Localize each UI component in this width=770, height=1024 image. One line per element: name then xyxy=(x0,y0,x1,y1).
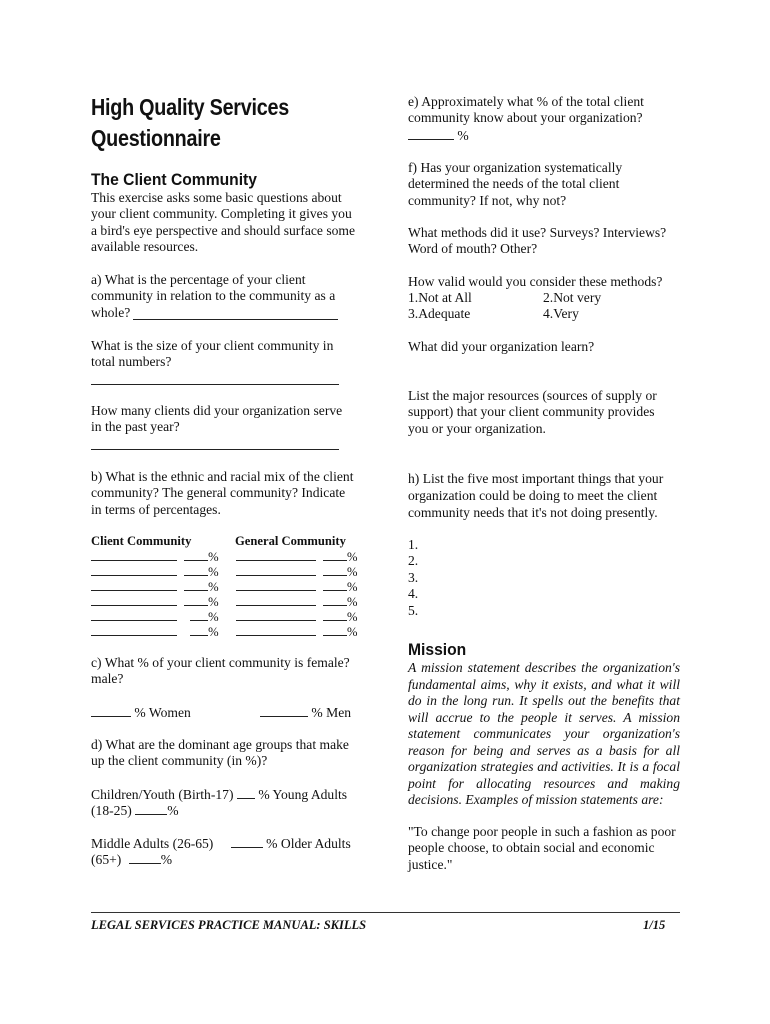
table-row xyxy=(91,594,357,609)
client-group-field[interactable] xyxy=(91,564,177,576)
table-row xyxy=(91,624,357,639)
pct-sign: % xyxy=(346,625,358,639)
older-adults-pct-field[interactable] xyxy=(129,851,161,864)
answer-line-a[interactable] xyxy=(133,307,338,320)
women-label: % Women xyxy=(134,705,191,720)
table-header-client: Client Community xyxy=(91,534,192,548)
list-item: 1. xyxy=(408,537,419,552)
general-group-field[interactable] xyxy=(236,579,316,591)
general-pct-field[interactable] xyxy=(323,609,347,621)
men-field-row xyxy=(260,704,351,721)
mission-example-quote: "To change poor people in such a fashion as poor people choose, to obtain social and economic justice." xyxy=(408,824,676,872)
list-item: 3. xyxy=(408,569,419,585)
question-h: h) List the five most important things that your organization could be doing to meet the client community needs that it's not doing presently. xyxy=(408,471,664,520)
answer-line-served[interactable] xyxy=(91,449,339,450)
women-field-row xyxy=(91,704,191,721)
page-title-line-1: High Quality Services xyxy=(91,94,289,120)
client-pct-field[interactable] xyxy=(184,564,208,576)
client-pct-field[interactable] xyxy=(184,579,208,591)
question-learn: What did your organization learn? xyxy=(408,339,595,354)
pct-sign: % xyxy=(346,550,358,564)
question-resources: List the major resources (sources of supply or support) that your client community provides you or your organization. xyxy=(408,388,657,436)
young-range-label: (18-25) xyxy=(91,803,132,818)
pct-sign: % xyxy=(208,550,219,564)
question-validity: How valid would you consider these methods? xyxy=(408,274,663,289)
footer-title: LEGAL SERVICES PRACTICE MANUAL: SKILLS xyxy=(91,918,367,932)
footer-rule xyxy=(91,912,680,913)
section-heading-mission: Mission xyxy=(408,640,467,659)
pct-sign: % xyxy=(346,565,358,579)
general-pct-field[interactable] xyxy=(323,624,347,636)
question-c: c) What % of your client community is female? male? xyxy=(91,655,350,687)
client-pct-field[interactable] xyxy=(184,549,208,561)
page-title-line-2: Questionnaire xyxy=(91,125,221,151)
client-group-field[interactable] xyxy=(91,609,177,621)
answer-line-size[interactable] xyxy=(91,384,339,385)
children-label: Children/Youth (Birth-17) xyxy=(91,787,234,802)
children-pct-field[interactable] xyxy=(237,786,255,799)
section-heading-client-community: The Client Community xyxy=(91,170,257,189)
women-pct-field[interactable] xyxy=(91,704,131,717)
general-pct-field[interactable] xyxy=(323,594,347,606)
older-range-label: (65+) xyxy=(91,852,122,867)
client-group-field[interactable] xyxy=(91,624,177,636)
client-group-field[interactable] xyxy=(91,549,177,561)
general-group-field[interactable] xyxy=(236,564,316,576)
mission-paragraph: A mission statement describes the organization's fundamental aims, why it exists, and what it will do in the long run. It spells out the benefits that will accrue to the people it serves. A mission statement communicates your organization's reason for being and serves as a basis for all organization strategies and activities. It is a focal point for allocating resources and making decisions. Examples of mission statements are: xyxy=(408,660,680,807)
validity-option-2[interactable]: 2.Not very xyxy=(543,290,602,305)
middle-adults-label: Middle Adults (26-65) xyxy=(91,836,214,851)
question-size: What is the size of your client community in total numbers? xyxy=(91,338,334,370)
general-pct-field[interactable] xyxy=(323,564,347,576)
question-methods: What methods did it use? Surveys? Interviews? Word of mouth? Other? xyxy=(408,225,667,257)
client-pct-field[interactable] xyxy=(184,594,208,606)
client-group-field[interactable] xyxy=(91,594,177,606)
pct-sign: % xyxy=(208,580,219,594)
general-group-field[interactable] xyxy=(236,624,316,636)
young-adults-label: % Young Adults xyxy=(258,787,348,802)
pct-sign: % xyxy=(208,565,219,579)
client-pct-field[interactable] xyxy=(190,609,208,621)
general-group-field[interactable] xyxy=(236,609,316,621)
table-row xyxy=(91,579,357,594)
table-row xyxy=(91,564,357,579)
table-header-general: General Community xyxy=(235,534,346,548)
list-item: 2. xyxy=(408,553,419,569)
page-number: 1/15 xyxy=(643,918,666,932)
pct-sign: % xyxy=(208,595,219,609)
pct-sign: % xyxy=(208,625,219,639)
pct-sign: % xyxy=(160,852,173,867)
pct-sign: % xyxy=(346,595,358,609)
age-row-older-range xyxy=(91,851,172,868)
question-e: e) Approximately what % of the total client community know about your organization? xyxy=(408,94,644,126)
numbered-list xyxy=(408,537,418,619)
men-pct-field[interactable] xyxy=(260,704,308,717)
validity-option-3[interactable]: 3.Adequate xyxy=(408,306,471,321)
general-group-field[interactable] xyxy=(236,549,316,561)
client-pct-field[interactable] xyxy=(190,624,208,636)
question-e-answer xyxy=(408,127,469,144)
general-pct-field[interactable] xyxy=(323,549,347,561)
general-group-field[interactable] xyxy=(236,594,316,606)
middle-adults-pct-field[interactable] xyxy=(231,835,263,848)
pct-sign: % xyxy=(457,128,469,143)
age-row-young-range xyxy=(91,802,179,819)
ethnic-mix-table xyxy=(91,533,366,643)
list-item: 5. xyxy=(408,602,419,618)
question-served: How many clients did your organization serve in the past year? xyxy=(91,403,343,435)
question-b: b) What is the ethnic and racial mix of the client community? The general community? Indicate in terms of percentages. xyxy=(91,469,354,517)
question-f: f) Has your organization systematically determined the needs of the total client community? If not, why not? xyxy=(408,160,623,208)
men-label: % Men xyxy=(311,705,352,720)
general-pct-field[interactable] xyxy=(323,579,347,591)
older-adults-label: % Older Adults xyxy=(266,836,351,851)
intro-paragraph: This exercise asks some basic questions about your client community. Completing it gives you a bird's eye perspective and should surface some available resources. xyxy=(91,190,356,255)
table-row xyxy=(91,549,357,564)
pct-sign: % xyxy=(208,610,219,624)
age-row-middle xyxy=(91,835,351,852)
validity-option-4[interactable]: 4.Very xyxy=(543,306,579,321)
pct-sign: % xyxy=(167,803,179,818)
question-d: d) What are the dominant age groups that make up the client community (in %)? xyxy=(91,737,349,769)
young-adults-pct-field[interactable] xyxy=(135,802,167,815)
client-group-field[interactable] xyxy=(91,579,177,591)
pct-sign: % xyxy=(346,580,358,594)
validity-option-1[interactable]: 1.Not at All xyxy=(408,290,472,305)
awareness-pct-field[interactable] xyxy=(408,127,454,140)
pct-sign: % xyxy=(346,610,358,624)
question-a: a) What is the percentage of your client community in relation to the community as a whole? xyxy=(91,272,336,320)
age-row-children xyxy=(91,786,347,803)
table-row xyxy=(91,609,357,624)
list-item: 4. xyxy=(408,586,419,602)
